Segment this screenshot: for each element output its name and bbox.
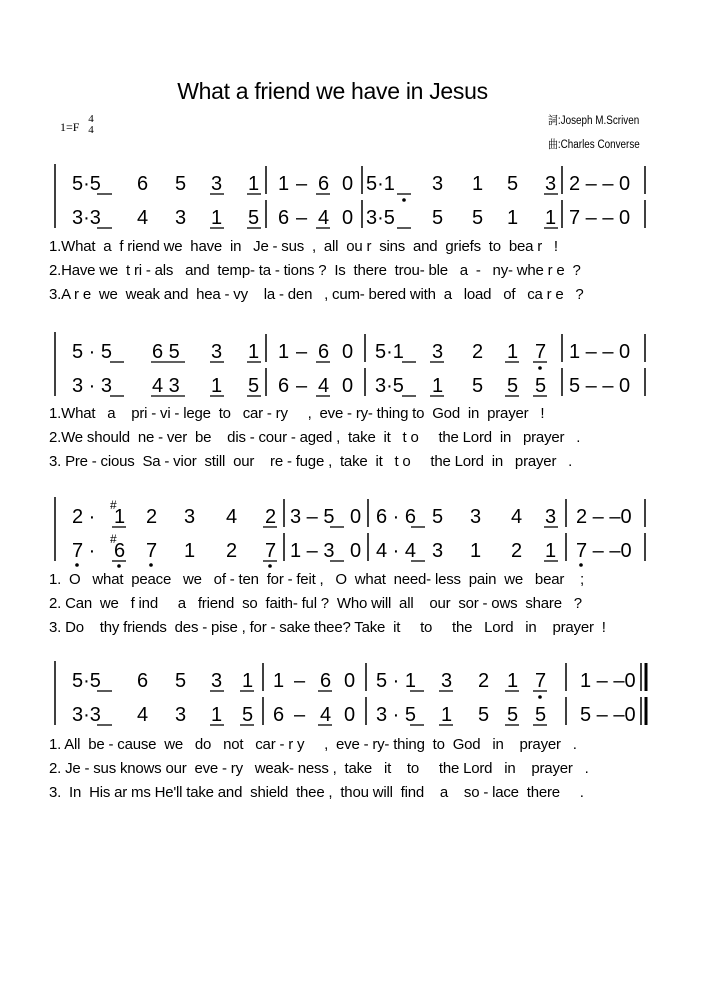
note: 1 [470,540,482,562]
lyric-line: 1. All be - cause we do not car - r y , eve - ry- thing to God in prayer . [49,736,577,753]
lyric-line: 3. Do thy friends des - pise , for - sake thee? Take it to the Lord in prayer ! [49,619,606,636]
note: 5 [507,704,519,726]
note: 3 [441,670,453,692]
note: 4 [226,506,238,528]
note: 5 – –0 [580,704,636,726]
note: 7 [265,540,277,562]
lyricist-credit: 詞:Joseph M.Scriven [548,115,640,127]
note: 5 [432,207,444,229]
note: 5 [432,506,444,528]
note: 6 [278,207,290,229]
note: 0 [344,704,356,726]
note: 6 5 [152,341,180,363]
note: 6 [137,670,149,692]
note: 5 [248,375,260,397]
note: 1 – –0 [580,670,636,692]
note: 5·1 [375,341,404,363]
score-system-2 [0,328,705,400]
note: 3 [545,173,557,195]
note: 5 [472,375,484,397]
note: 3 [211,341,223,363]
song-title: What a friend we have in Jesus [177,78,488,104]
note: 1 [273,670,285,692]
note: – [296,207,308,229]
note: 7 [535,341,547,363]
note: 2 [472,341,484,363]
note: 6 [137,173,149,195]
note: 1 [278,341,290,363]
note: 3 · 3 [72,375,113,397]
note: 3 – 5 [290,506,335,528]
note: 0 [350,506,362,528]
note: 4 [318,375,330,397]
note: 0 [344,670,356,692]
note: 1 [432,375,444,397]
note: 1 [211,207,223,229]
lyric-line: 1.What a pri - vi - lege to car - ry , eve - ry- thing to God in prayer ! [49,405,545,422]
note: – [296,375,308,397]
note: 5·5 [72,173,101,195]
note: 1 [278,173,290,195]
key-label: 1=F [60,120,80,134]
note: 1 [114,506,126,528]
octave-dot [402,198,406,202]
note: 3 [432,173,444,195]
octave-dot [538,366,542,370]
key-signature [60,113,94,136]
note: 4 [137,704,149,726]
note: 5 – – 0 [569,375,631,397]
note: 1 – 3 [290,540,335,562]
note: 3 [184,506,196,528]
note: 6 · 6 [376,506,417,528]
note: 2 – –0 [576,506,632,528]
note: 1 [507,207,519,229]
note: 2 · [72,506,96,528]
lyric-line: 2.We should ne - ver be dis - cour - aged , take it t o the Lord in prayer . [49,429,581,446]
note: 1 [248,341,260,363]
note: 0 [342,207,354,229]
time-signature [86,114,96,136]
note: 5 · 1 [376,670,417,692]
note: 4 [320,704,332,726]
lyric-line: 3.A r e we weak and hea - vy la - den , cum- bered with a load of ca r e ? [49,286,584,303]
note: 1 – – 0 [569,341,631,363]
note: 3 [175,704,187,726]
lyric-line: 2. Can we f ind a friend so faith- ful ? Who will all our sor - ows share ? [49,595,582,612]
lyric-line: 3. In His ar ms He'll take and shield thee , thou will find a so - lace there . [49,784,584,801]
note: 1 [184,540,196,562]
octave-dot [579,563,583,567]
note: 6 [318,341,330,363]
sharp-sign: # [110,498,117,512]
note: 3 [175,207,187,229]
note: 3 · 5 [376,704,417,726]
note: 5 [248,207,260,229]
lyric-line: 3. Pre - cious Sa - vior still our re - fuge , take it t o the Lord in prayer . [49,453,573,470]
note: 6 [318,173,330,195]
melody-line-4 [72,663,646,699]
note: 7 [146,540,158,562]
note: 2 [226,540,238,562]
melody-line-2 [72,334,645,370]
note: 5 [175,173,187,195]
note: 5 [535,375,547,397]
composer-credit: 曲:Charles Converse [548,139,640,151]
note: 1 [248,173,260,195]
note: 5 [478,704,490,726]
note: 5·5 [72,670,101,692]
note: 7 – – 0 [569,207,631,229]
note: 1 [242,670,254,692]
note: 2 [146,506,158,528]
note: 2 – – 0 [569,173,631,195]
note: 6 [278,375,290,397]
note: 4 · 4 [376,540,417,562]
time-beats: 4 [88,113,94,125]
note: 4 3 [152,375,180,397]
note: 3 [432,540,444,562]
note: 3 [545,506,557,528]
note: – [294,670,306,692]
note: 3·5 [366,207,395,229]
note: 4 [511,506,523,528]
octave-dot [149,563,153,567]
note: 0 [342,341,354,363]
note: 0 [342,173,354,195]
sharp-sign: # [110,532,117,546]
note: 7 – –0 [576,540,632,562]
lyric-line: 2. Je - sus knows our eve - ry weak- ness , take it to the Lord in prayer . [49,760,589,777]
note: 6 [114,540,126,562]
note: 4 [318,207,330,229]
note: 7 [535,670,547,692]
score-system-4 [0,657,705,733]
note: 1 [507,670,519,692]
note: 5 [507,375,519,397]
note: 1 [507,341,519,363]
note: 3 [432,341,444,363]
note: 1 [545,207,557,229]
note: – [294,704,306,726]
score-system-3 [0,493,705,565]
octave-dot [75,563,79,567]
note: 6 [273,704,285,726]
note: 6 [320,670,332,692]
note: 3·5 [375,375,404,397]
note: – [296,341,308,363]
melody-line-1 [72,166,645,202]
note: 0 [342,375,354,397]
note: 5 [507,173,519,195]
note: 3·3 [72,207,101,229]
note: – [296,173,308,195]
melody-line-3 [72,498,645,528]
note: 2 [478,670,490,692]
lyric-line: 1.What a f riend we have in Je - sus , all ou r sins and griefs to bea r ! [49,238,558,255]
score-system-1 [0,160,705,232]
note: 5 [242,704,254,726]
time-unit: 4 [88,124,94,136]
note: 5 [535,704,547,726]
note-u: 5 [89,173,101,195]
harmony-line-2 [72,368,645,397]
note: 3·3 [72,704,101,726]
note: 1 [545,540,557,562]
note: 3 [211,173,223,195]
lyric-line: 1. O what peace we of - ten for - feit , O what need- less pain we bear ; [49,571,584,588]
note: 3 [211,670,223,692]
note: 1 [441,704,453,726]
note: 5 [472,207,484,229]
note: 2 [511,540,523,562]
note: 7 · [72,540,96,562]
note: 4 [137,207,149,229]
harmony-line-4 [72,697,646,726]
octave-dot [538,695,542,699]
note: 5 [175,670,187,692]
harmony-line-1 [72,200,645,229]
note: 0 [350,540,362,562]
octave-dot [268,564,272,568]
octave-dot [117,564,121,568]
note: 1 [211,704,223,726]
note: 2 [265,506,277,528]
harmony-line-3 [72,532,645,568]
note: 3 [470,506,482,528]
note: 1 [472,173,484,195]
lyric-line: 2.Have we t ri - als and temp- ta - tions ? Is there trou- ble a - ny- whe r e ? [49,262,581,279]
note: 5 · 5 [72,341,113,363]
note: 5·1 [366,173,395,195]
note: 1 [211,375,223,397]
